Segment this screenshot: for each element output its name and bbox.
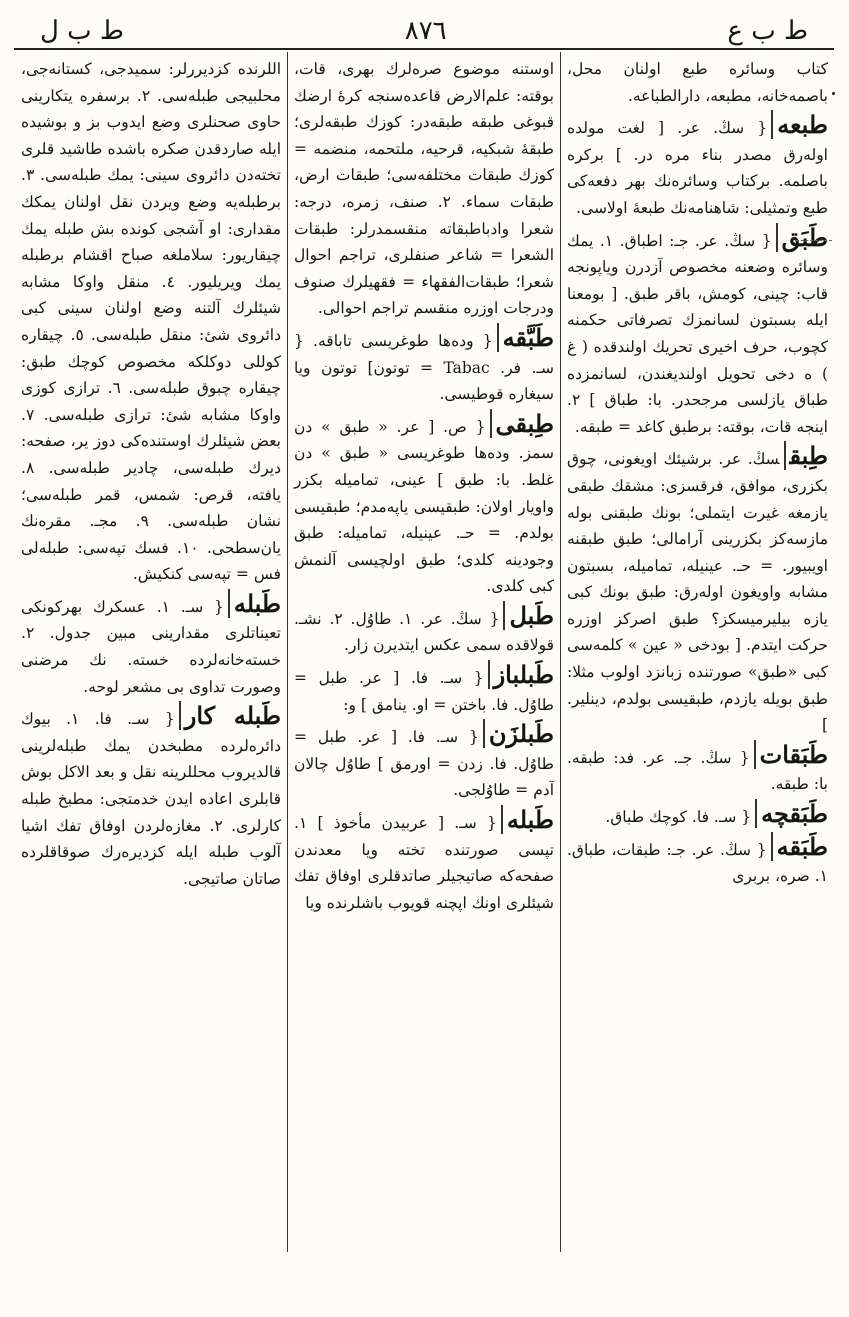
dictionary-entry [567,801,828,831]
entry-headword: طَبَقات [754,740,828,769]
entry-headword: طَبله کار [179,701,281,730]
entry-definition: { سـ. فا. کوچك طباق. [605,808,752,827]
entry-definition: { سـ. ١. عسکرك بهرکونکی تعیناتلری مقدارینی مبین جدول. ٢. خسته‌خانه‌لرده خسته. نك مرضنی وصورت تداوی بی مشعر لوحه. [21,597,281,696]
column-right [561,52,834,1252]
entry-headword: طَبله [228,589,281,618]
dictionary-entry [21,56,281,588]
entry-definition: سڭ. عر. برشیئك اویغونی، چوق بکزری، موافق، فرقسزی: مشقك طبقی یازمغه غیرت ایتملی؛ بونك طبقنی بوله مازسه‌كز بکزرینی آرامالی؛ طبق طبقنه اویبیور. = حـ. عینیله، تماميله، بسبتون مشابه واویغون اولەرق: طبق بونك کبی یازه بیلیرمیسکز؟ طبق اصرکز اوزره حرکت ایتدم. [ بودخی « عین » کلمه‌سی کبی «طبق» صورتنده زبانزد اولوب مثلا: طبق بویله یازدم، طبقیسی بولدم، دینلیر. ] [567,450,828,735]
entry-definition: کتاب وسائره طبع اولنان محل، باصمه‌خانه، مطبعه، دارالطباعه. [567,60,828,105]
entry-definition: اللرنده کزدیررلر: سمیدجی، کستانه‌جی، محلبیجی طبله‌سی. ٢. برسفره یتکارینی حاوی صحنلری وضع ایدوب بز و بوشیده ایله صاردقدن صکره باشده طاشید قلری تخته‌دن دائروی سینی: یمك طبله‌سی. ٣. برطبله‌یه وضع ویردن نقل اولنان یمکك مقداری: او آشجی کونده بش طبله یمك چیقاریور: سلاملغه صباح اقشام برطبله یمك ویریلیور. ٤. منقل واوکا مشابه شیئلرك آلتنه وضع اولنان سینی کبی دائروی شیٔ: منقل طبله‌سی. ٥. چیقاره کوللی دوکلکه مخصوص کوچك طبق: چیقاره چبوق طبله‌سی. ٦. ترازی کوزی واوکا مشابه شیٔ: ترازی طبله‌سی. ٧. بعض شیئلرك اوستنده‌کی دوز یر، صفحه: دیرك طبله‌سی، چادیر طبله‌سی. ٨. یافته، قرص: شمس، قمر طبله‌سی؛ نشان طبله‌سی. ٩. مجـ. مقره‌نك یان‌سطحی. ١٠. فسك تپه‌سی: طبله‌لی فس = تپه‌سی کنکیش. [21,60,282,584]
dictionary-entry [567,739,828,798]
page-header [14,10,834,50]
dictionary-entry [567,112,828,221]
dictionary-entry [294,322,554,408]
entry-headword: طَبَّقه [497,323,554,352]
entry-definition: { سڭ. عر. جـ: طبقات، طباق. ١. صره، بربری [567,840,828,886]
dictionary-entry [294,662,554,718]
header-right-letters: ط ب ع [727,16,808,46]
dictionary-entry [294,721,554,804]
entry-headword: طَبل [503,601,554,630]
dictionary-entry [294,807,554,916]
entry-definition: { سڭ. عر. جـ: اطباق. ١. یمك وسائره وضعنه مخصوص آزدرن ویاپونجه قاب: چینی، کومش، باقر طبق. [ بومعنا ایله بسبتون لسانمزك تصرفاتی حکمنه کچوب، حرف اخیری تحریك اولندقده ( غ ) ه دخی تحویل اولندیغندن، لسانمزده طباق یازلسی مرجحدر. با: طباق ] ٢. اینجه قات، بوقته: برطبق کاغد = طبقه. [567,231,828,436]
entry-headword: طَبَقچه [755,799,828,828]
entry-definition: { سـ. فا. [ عر. طبل = طاوُل. فا. زدن = اورمق ] طاوُل چالان آدم = طاوُلجی. [294,728,554,800]
entry-headword: طَبَقه [771,832,828,861]
entry-definition: { ص. [ عر. « طبق » دن سمز. وده‌ها طوغریسی « طبق » دن غلط. با: طبق ] عینی، تماميله بکزر واویار اولان: طبقیسی یاپه‌مدم؛ طبقیسی بولدم. = حـ. عینیله، تماميله: طبق وجودینه کلدی؛ طبق اولچیسی آلنمش کبی کلدی. [294,417,554,596]
entry-definition: اوستنه موضوع صره‌لرك بهری، قات، بوقته: علم‌الارض قاعده‌سنجه کرهٔ ارضك قبوغی طبقه طبقه‌در: کوزك طبقه‌لری؛ طبقهٔ شبکیه، قرحیه، ملتحمه، منضمه = کوزك طبقات مختلفه‌سی؛ طبقات ارض، طبقات سماء. ٢. صنف، زمره، درجه: شعرا وادباطبقاته منقسمدرلر: طبقات الشعرا = شاعر صنفلری، تراجم احوال شعرا؛ طبقات‌الفقهاء = فقهیلرك صنوف ودرجات اوزره منقسم تراجم احوالی. [294,60,554,318]
entry-definition: { سڭ. جـ. عر. فد: طبقه. با: طبقه. [567,748,828,794]
entry-headword: طَبله [501,805,554,834]
entry-definition: { سـ. فا. ١. بیوك دائره‌لرده مطبخدن یمك طبله‌لرینی قالدیروب محللرینه نقل و بعد الاکل بوش قابلری اعاده ایدن خدمتجی: مطبخ طبله کارلری. ٢. مغازه‌لردن اوفاق تفك اشیا آلوب طبله ایله کزدیرەرك صوقاقلرده صاتان صاتیجی. [21,710,281,888]
entry-definition: { سڭ. عر. ١. طاوُل. ٢. نشـ. قولاقده سمی عکس ایتدیرن زار. [294,609,554,655]
header-left-letters: ط ب ل [40,16,124,46]
entry-headword: طبعه [771,110,828,139]
dictionary-entry [294,600,554,659]
entry-headword: طَبلباز [488,660,554,689]
margin-dot [832,92,835,95]
column-middle [288,52,561,1252]
dictionary-entry [294,56,554,322]
entry-definition: { سـ. فا. [ عر. طبل = طاوُل. فا. باختن = او. ینامق ] و: [294,669,554,714]
entry-headword: طِبق [784,441,828,470]
entry-definition: { وده‌ها طوغریسی تاباقه. { سـ. فر. Tabac = توتون] توتون ویا سیغاره قوطیسی. [294,331,554,404]
margin-dash [796,240,832,241]
dictionary-entry [21,703,281,892]
entry-definition: { سڭ. عر. [ لغت مولده اولەرق مصدر بناء مره در. ] برکره باصلمه. برکتاب وسائرەنك بهر دفعه‌کی طبع وتمثیلی: شاهنامەنك طبعهٔ اولاسی. [567,119,828,217]
entry-headword: طِبقی [490,409,555,438]
dictionary-entry [567,222,828,441]
text-columns [14,52,834,1252]
dictionary-entry [21,588,281,700]
entry-headword: طَبَق [776,223,828,252]
dictionary-entry [567,443,828,739]
page-number: ٨٧٦ [404,16,447,46]
entry-headword: طَبلزَن [483,719,554,748]
dictionary-entry [294,408,554,600]
dictionary-entry [567,56,828,109]
dictionary-entry [567,831,828,890]
entry-definition: { سـ. [ عربیدن مأخوذ ] ١. تپسی صورتنده تخته ویا معدندن صفحه‌که صاتیجیلر صاتدقلری اوفاق تفك شیئلری اونك اپچنه قویوب باشلرنده ویا [294,814,554,912]
column-left [15,52,288,1252]
